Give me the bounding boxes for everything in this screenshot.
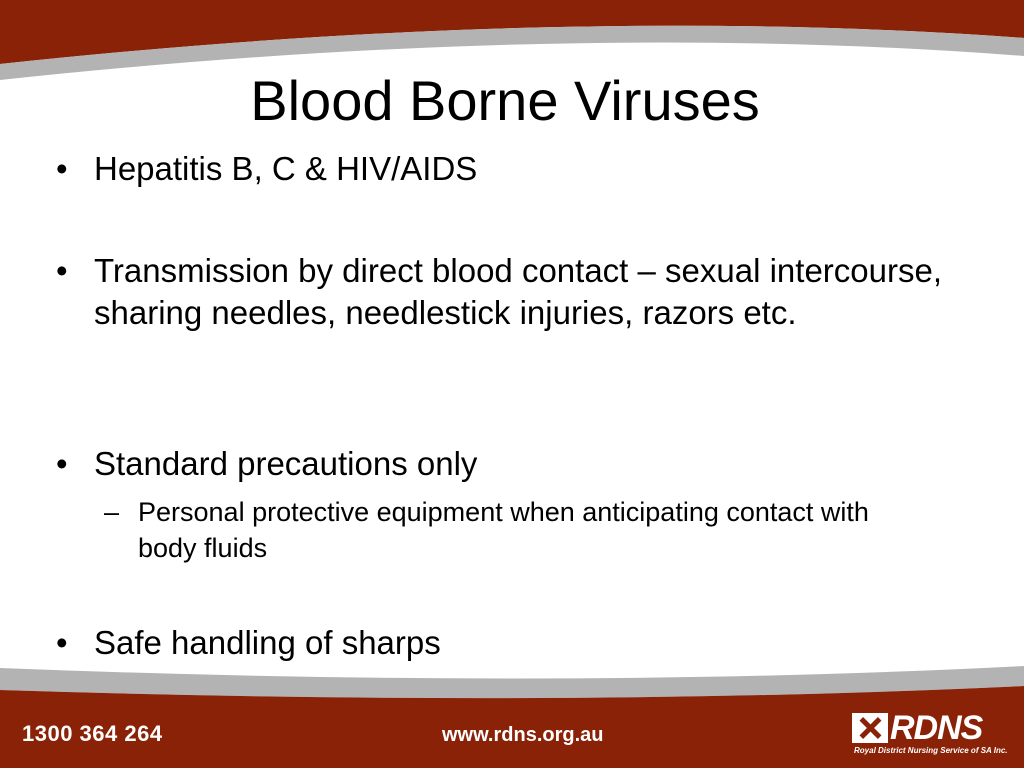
logo-subtitle: Royal District Nursing Service of SA Inc. [854,746,1008,755]
logo-wordmark: RDNS [890,709,983,747]
sub-bullet-dash-icon: – [104,497,120,527]
bullet-dot-icon: • [56,252,68,289]
bullet-dot-icon: • [56,445,68,482]
bullet-text: Hepatitis B, C & HIV/AIDS [94,150,478,187]
footer-phone: 1300 364 264 [22,721,163,746]
bullet-item [56,622,976,664]
sub-bullet-item [104,494,904,566]
bullet-item [56,148,976,190]
rdns-logo [852,709,1012,761]
bullet-dot-icon: • [56,150,68,187]
bullet-text: Transmission by direct blood contact – sexual intercourse, sharing needles, needlestick injuries, razors etc. [94,252,943,331]
bullet-item [56,443,976,485]
bullet-text: Standard precautions only [94,445,478,482]
footer-website: www.rdns.org.au [442,724,604,746]
bullet-dot-icon: • [56,624,68,661]
rdns-cross-icon [852,713,888,743]
slide-title: Blood Borne Viruses [250,69,760,132]
bullet-text: Safe handling of sharps [94,624,441,661]
bullet-item [56,250,976,334]
sub-bullet-text: Personal protective equipment when anticipating contact with body fluids [138,497,869,563]
